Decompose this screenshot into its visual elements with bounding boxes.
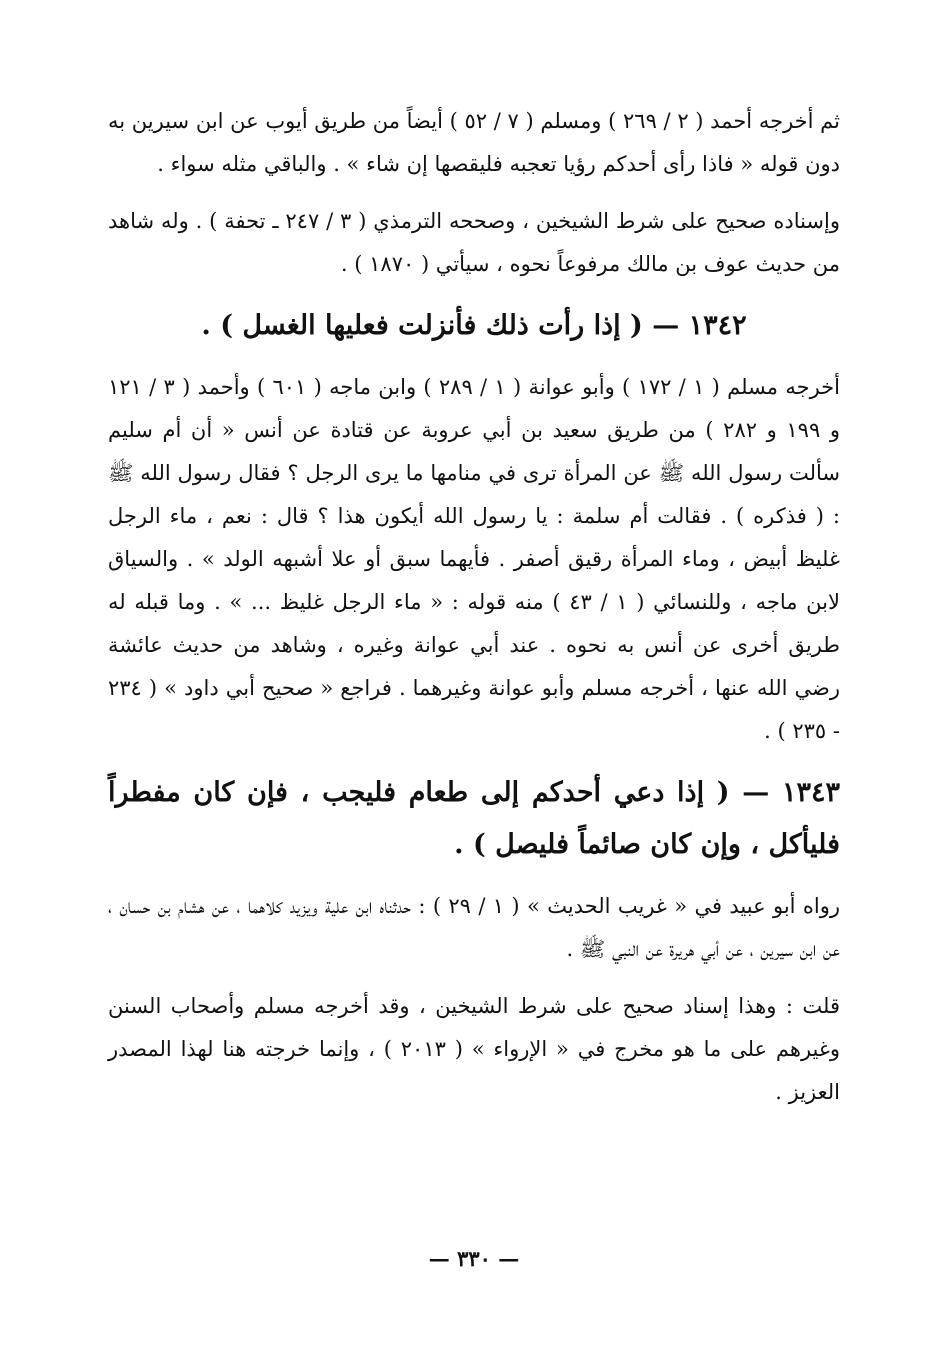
spacer <box>108 186 840 200</box>
page-body <box>108 100 840 1114</box>
hadith-heading-1342: ١٣٤٢ — ( إذا رأت ذلك فأنزلت فعليها الغسل ) . <box>201 310 747 341</box>
spacer <box>108 286 840 300</box>
paragraph-isnad-1: وإسناده صحيح على شرط الشيخين ، وصححه الترمذي ( ٣ / ٢٤٧ ـ تحفة ) . وله شاهد من حديث عوف بن مالك مرفوعاً نحوه ، سيأتي ( ١٨٧٠ ) . <box>108 209 841 276</box>
spacer <box>108 753 840 767</box>
paragraph-takhrij-1343: رواه أبو عبيد في « غريب الحديث » ( ١ / ٢٩ ) : حدثناه ابن علية ويزيد كلاهما ، عن هشام بن حسان ، عن ابن سيرين ، عن أبي هريرة عن النبي ﷺ . <box>108 894 840 961</box>
spacer <box>108 352 840 366</box>
page-number: — ٣٣٠ — <box>428 1246 520 1271</box>
paragraph-comment-1343: قلت : وهذا إسناد صحيح على شرط الشيخين ، وقد أخرجه مسلم وأصحاب السنن وغيرهم على ما هو مخرج في « الإرواء » ( ٢٠١٣ ) ، وإنما خرجته هنا لهذا المصدر العزيز . <box>108 994 840 1104</box>
paragraph-takhrij-1: ثم أخرجه أحمد ( ٢ / ٢٦٩ ) ومسلم ( ٧ / ٥٢ ) أيضاً من طريق أيوب عن ابن سيرين به دون قوله « فاذا رأى أحدكم رؤيا تعجبه فليقصها إن شاء » . والباقي مثله سواء . <box>108 109 840 176</box>
paragraph-takhrij-1342: أخرجه مسلم ( ١ / ١٧٢ ) وأبو عوانة ( ١ / ٢٨٩ ) وابن ماجه ( ٦٠١ ) وأحمد ( ٣ / ١٢١ و ١٩٩ و ٢٨٢ ) من طريق سعيد بن أبي عروبة عن قتادة عن أنس « أن أم سليم سألت رسول الله ﷺ عن المرأة ترى في منامها ما يرى الرجل ؟ فقال رسول الله ﷺ : ( فذكره ) . فقالت أم سلمة : يا رسول الله أيكون هذا ؟ قال : نعم ، ماء الرجل غليظ أبيض ، وماء المرأة رقيق أصفر . فأيهما سبق أو علا أشبهه الولد » . والسياق لابن ماجه ، وللنسائي ( ١ / ٤٣ ) منه قوله : « ماء الرجل غليظ ... » . وما قبله له طريق أخرى عن أنس به نحوه . عند أبي عوانة وغيره ، وشاهد من حديث عائشة رضي الله عنها ، أخرجه مسلم وأبو عوانة وغيرهما . فراجع « صحيح أبي داود » ( ٢٣٤ - ٢٣٥ ) . <box>108 375 841 743</box>
spacer <box>108 871 840 885</box>
spacer <box>108 971 840 985</box>
hadith-heading-1343: ١٣٤٣ — ( إذا دعي أحدكم إلى طعام فليجب ، فإن كان مفطراً فليأكل ، وإن كان صائماً فليصل ) . <box>108 777 840 860</box>
